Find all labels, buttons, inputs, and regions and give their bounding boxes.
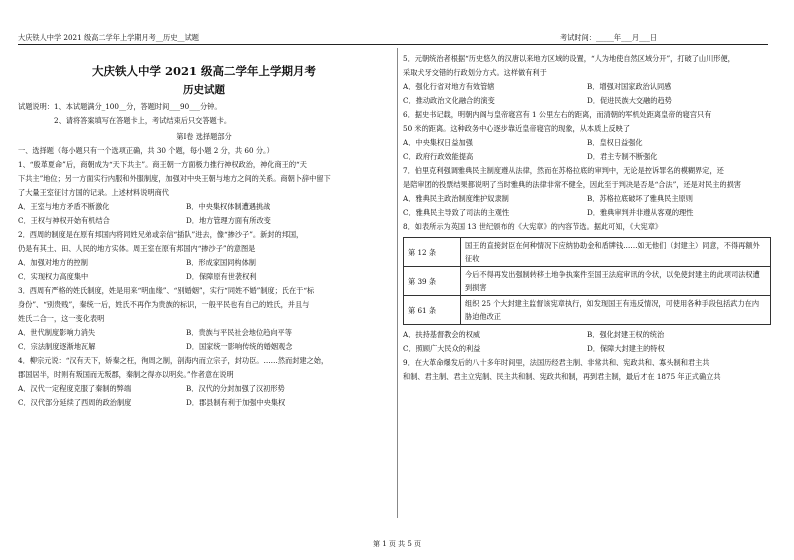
- question-4-text: 4．柳宗元说：“汉有天下，矫秦之枉，徇周之制，剖海内而立宗子，封功臣。……然而封建之始，: [18, 356, 329, 365]
- option-b: B．皇权日益强化: [587, 138, 643, 147]
- question-8-text: 8．如表所示为英国 13 世纪颁布的《大宪章》的内容节选。据此可知，《大宪章》: [403, 222, 663, 231]
- option-b: B．苏格拉底破坏了雅典民主原则: [587, 194, 693, 203]
- content-cell: 组织 25 个大封建主监督该宪章执行，如发现国王有违反情况，可使用各种手段包括武力在内胁迫他改正: [461, 296, 771, 325]
- option-b: B．贵族与平民社会地位趋向平等: [186, 328, 292, 337]
- option-b: B．中央集权体制遭遇挑战: [186, 202, 271, 211]
- question-8-options: [403, 328, 773, 356]
- option-c: C．雅典民主导致了司法的主观性: [403, 208, 510, 217]
- table-row: [404, 238, 771, 267]
- article-cell: 第 61 条: [404, 296, 461, 325]
- option-a: A．中央集权日益加强: [403, 138, 473, 147]
- option-d: D．保障大封建主的特权: [587, 344, 665, 353]
- header-exam-date: 考试时间：_____年___月___日: [560, 33, 658, 42]
- option-a: A．雅典民主政治制度维护奴隶制: [403, 194, 509, 203]
- option-a: A．强化行省对地方有效管辖: [403, 82, 495, 91]
- right-column: [403, 52, 773, 384]
- table-row: [404, 296, 771, 325]
- exam-note-2: 2、请将答案填写在答题卡上，考试结束后只交答题卡。: [54, 116, 232, 125]
- question-1-text: 下共主”地位；另一方面实行内服和外服制度，加强对中央王朝与地方之间的关系。商朝卜辞中留下: [18, 174, 331, 183]
- option-b: B．强化封建王权的统治: [587, 330, 665, 339]
- question-7-text: 7．伯里克利强调雅典民主制度遵从法律，然而在苏格拉底的审判中，无论是控诉罪名的模糊界定，还: [403, 166, 724, 175]
- option-c: C．实现权力高度集中: [18, 272, 89, 281]
- option-d: D．促进民族大交融的趋势: [587, 96, 672, 105]
- question-2-options: [18, 256, 390, 284]
- option-b: B．汉代的分封加强了汉初形势: [186, 384, 285, 393]
- option-d: D．地方管理方面有所改变: [186, 216, 271, 225]
- option-a: A．王室与地方矛盾不断激化: [18, 202, 110, 211]
- question-9-text: 9．在大革命爆发后的八十多年时间里，法国历经君主制、非常共和、宪政共和、寡头制和君主共: [403, 358, 710, 367]
- question-3-options: [18, 326, 390, 354]
- article-cell: 第 39 条: [404, 267, 461, 296]
- option-c: C．推动政治文化融合的演变: [403, 96, 495, 105]
- question-3-text: 身份”、“别贵贱”，秦统一后，姓氏不再作为贵族的标识，一般平民也有自己的姓氏，并且与: [18, 300, 310, 309]
- option-a: A．世代制度影响力消失: [18, 328, 96, 337]
- option-d: D．保障原有世袭权利: [186, 272, 257, 281]
- question-5-text: 5．元朝统治者根据“历史悠久的汉唐以来地方区域的设置，“人为地使自然区域分开”，打破了山川形便，: [403, 54, 735, 63]
- question-3-text: 3．西周有严格的姓氏制度，姓是用来“明血缘”、“别婚姻”，实行“同姓不婚”制度；氏在于“标: [18, 286, 315, 295]
- option-d: D．君主专制不断强化: [587, 152, 658, 161]
- question-2-text: 2．西周的制度是在原有邦国内将同姓兄弟或亲信“插队”进去，像“掺沙子”。新封的邦国，: [18, 230, 304, 239]
- option-c: C．汉代部分延续了西周的政治制度: [18, 398, 132, 407]
- left-column: [18, 52, 390, 410]
- magna-carta-table: [403, 237, 771, 325]
- section-description: 一、选择题（每小题只有一个选项正确，共 30 个题，每小题 2 分，共 60 分。）: [18, 146, 274, 155]
- option-d: D．郡县制有利于加强中央集权: [186, 398, 286, 407]
- option-c: C．王权与神权开始有机结合: [18, 216, 110, 225]
- question-1-text: 了大量王室征讨方国的记录。上述材料说明商代: [18, 188, 169, 197]
- question-7-text: 是陪审团的投票结果都说明了当时雅典的法律非常不健全，因此至于判决是否是“合法”，还是对民主的损害: [403, 180, 741, 189]
- content-cell: 国王的直接封臣在何种情况下应纳协助金和盾牌钱……如无他们（封建主）同意，不得再额外征收: [461, 238, 771, 267]
- option-b: B．形成家国同构体制: [186, 258, 256, 267]
- option-d: D．雅典审判并非遵从客观的理性: [587, 208, 694, 217]
- question-6-text: 50 米的距离。这种政务中心逐步靠近皇帝寝宫的现象，从本质上反映了: [403, 124, 631, 133]
- option-c: C．照顾广大民众的利益: [403, 344, 481, 353]
- option-d: D．国家统一影响传统的婚姻观念: [186, 342, 293, 351]
- question-2-text: 仍是有其土、田、人民的地方实体。周王室在原有邦国内“掺沙子”的意图是: [18, 244, 256, 253]
- header-divider: [18, 44, 768, 45]
- exam-note-1: 试题说明：1、本试题满分_100__分，答题时间___90___分钟。: [18, 102, 222, 111]
- page-number: 第 1 页 共 5 页: [372, 540, 422, 548]
- option-c: C．政府行政效能提高: [403, 152, 474, 161]
- question-6-options: [403, 136, 773, 164]
- header-exam-title: 大庆铁人中学 2021 级高二学年上学期月考__历史__试题: [18, 33, 199, 42]
- question-1-options: [18, 200, 390, 228]
- option-a: A．扶持基督教会的权威: [403, 330, 481, 339]
- question-5-text: 采取犬牙交错的行政划分方式。这样做有利于: [403, 68, 547, 77]
- question-1-text: 1、“殷革夏命”后，商朝成为“天下共主”。商王朝一方面极力推行神权政治，神化商王的“天: [18, 160, 307, 169]
- content-cell: 今后不得再发出强制转移土地争执案件至国王法庭审讯的令状，以免使封建主的此项司法权遭到损害: [461, 267, 771, 296]
- section-title: 第Ⅰ卷 选择题部分: [176, 132, 232, 141]
- option-a: A．汉代一定程度克服了秦制的弊端: [18, 384, 132, 393]
- question-5-options: [403, 80, 773, 108]
- column-divider: [397, 48, 398, 518]
- page-subtitle: 历史试题: [183, 84, 225, 96]
- question-3-text: 姓氏二合一，这一变化表明: [18, 314, 105, 323]
- option-c: C．宗法制度逐渐地瓦解: [18, 342, 96, 351]
- question-6-text: 6．据史书记载，明朝内阁与皇帝寝宫有 1 公里左右的距离，而清朝的军机处距离皇帝的寝宫只有: [403, 110, 712, 119]
- article-cell: 第 12 条: [404, 238, 461, 267]
- question-4-text: 郡国居半，时则有叛国而无叛郡，秦制之得亦以明矣。”作者意在说明: [18, 370, 234, 379]
- question-7-options: [403, 192, 773, 220]
- question-9-text: 和制、君主制、君主立宪制、民主共和制、宪政共和制，再到君主制，最后才在 1875 年正式确立共: [403, 372, 721, 381]
- option-b: B．增强对国家政治认同感: [587, 82, 672, 91]
- table-row: [404, 267, 771, 296]
- question-4-options: [18, 382, 390, 410]
- option-a: A．加强对地方的控制: [18, 258, 88, 267]
- page-title: 大庆铁人中学 2021 级高二学年上学期月考: [91, 64, 316, 78]
